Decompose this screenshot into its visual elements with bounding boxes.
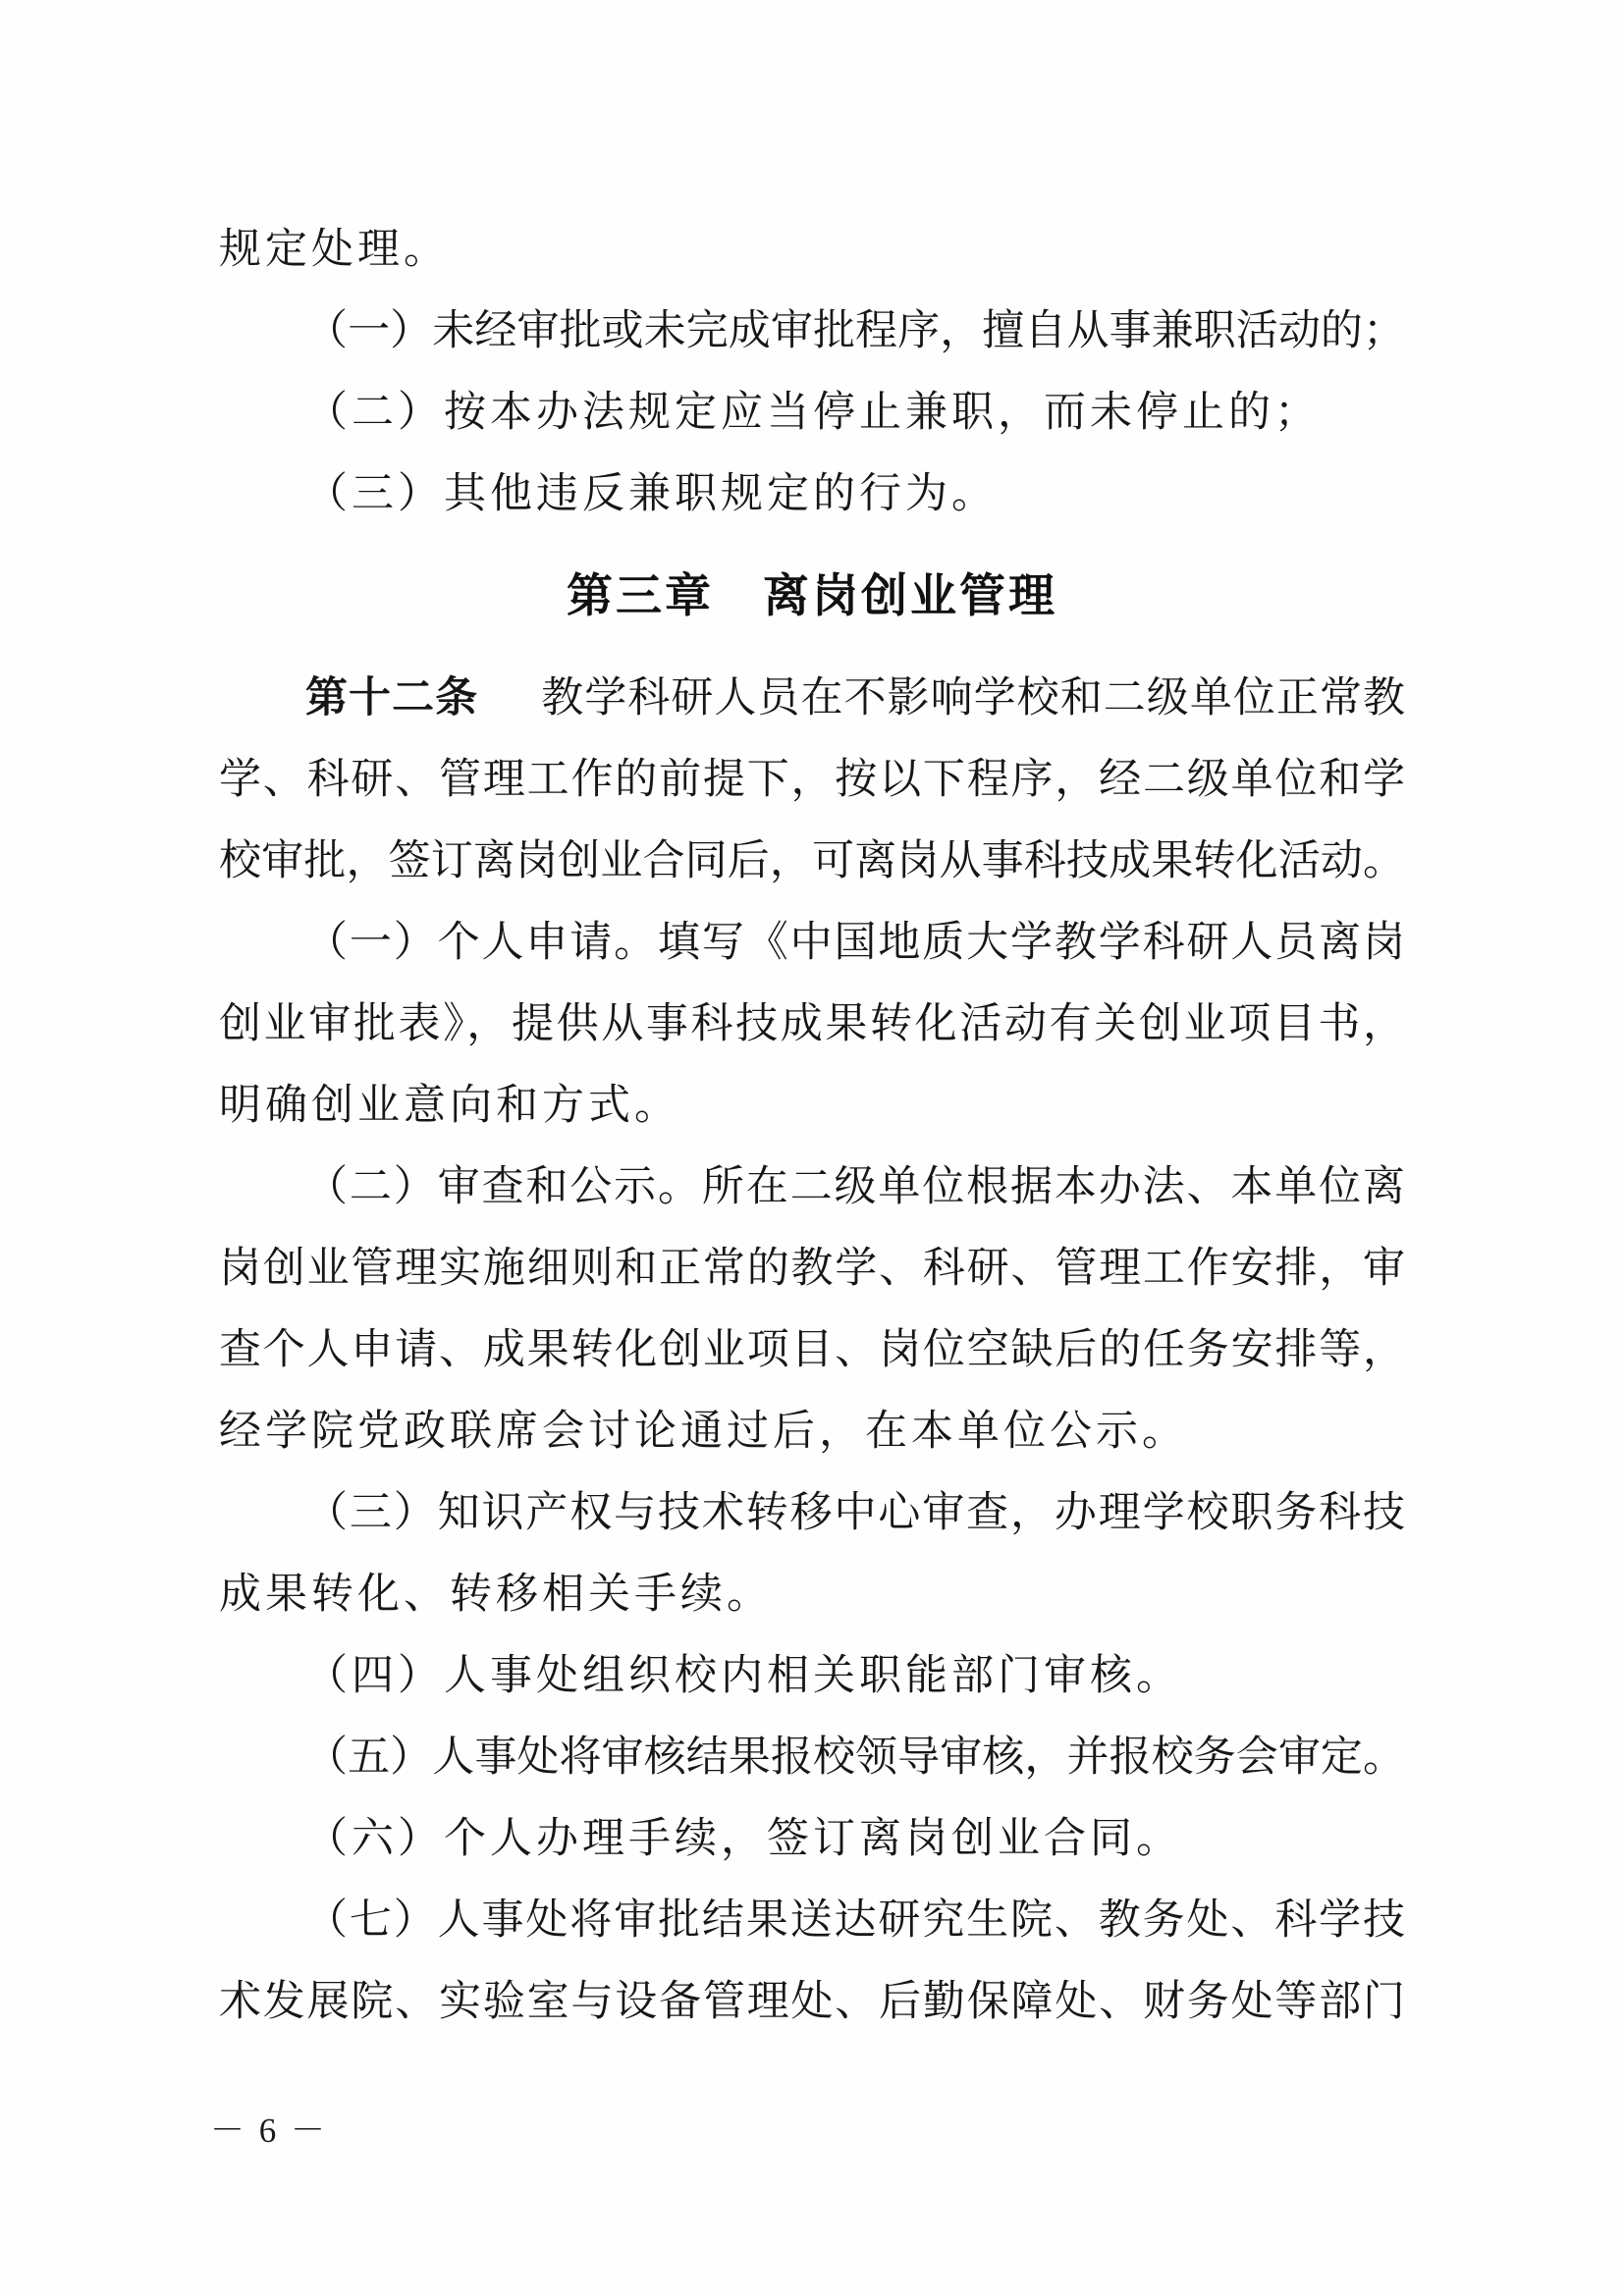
text-line: 查个人申请、成果转化创业项目、岗位空缺后的任务安排等， — [219, 1327, 1405, 1373]
text-line: （一）个人申请。填写《中国地质大学教学科研人员离岗 — [305, 920, 1405, 966]
text-line: 明确创业意向和方式。 — [219, 1083, 680, 1129]
text-line: （三）知识产权与技术转移中心审查，办理学校职务科技 — [305, 1490, 1405, 1536]
text-line: （五）人事处将审核结果报校领导审核，并报校务会审定。 — [305, 1735, 1405, 1781]
text-line: 第十二条 教学科研人员在不影响学校和二级单位正常教 — [305, 674, 1405, 721]
text-line: 成果转化、转移相关手续。 — [219, 1572, 773, 1618]
text-line: （四）人事处组织校内相关职能部门审核。 — [305, 1653, 1182, 1699]
text-line: 创业审批表》，提供从事科技成果转化活动有关创业项目书， — [219, 1001, 1405, 1047]
document-body — [219, 209, 1405, 2043]
text-line: （七）人事处将审批结果送达研究生院、教务处、科学技 — [305, 1897, 1405, 1944]
text-line: 校审批，签订离岗创业合同后，可离岗从事科技成果转化活动。 — [219, 838, 1405, 884]
text-line: 经学院党政联席会讨论通过后，在本单位公示。 — [219, 1409, 1188, 1455]
text-line: （二）审查和公示。所在二级单位根据本办法、本单位离 — [305, 1164, 1405, 1210]
text-line: 规定处理。 — [219, 227, 450, 273]
text-line: （二）按本办法规定应当停止兼职，而未停止的； — [305, 390, 1321, 436]
article-number: 第十二条 — [305, 674, 479, 721]
text-line: （三）其他违反兼职规定的行为。 — [305, 471, 998, 517]
text-line: （六）个人办理手续，签订离岗创业合同。 — [305, 1816, 1182, 1862]
chapter-heading: 第三章 离岗创业管理 — [567, 569, 1057, 621]
text-line: 岗创业管理实施细则和正常的教学、科研、管理工作安排，审 — [219, 1246, 1405, 1292]
page-number: － 6 － — [210, 2111, 329, 2150]
text-line: 术发展院、实验室与设备管理处、后勤保障处、财务处等部门 — [219, 1979, 1405, 2025]
text-line: （一）未经审批或未完成审批程序，擅自从事兼职活动的； — [305, 308, 1405, 354]
text-line: 学、科研、管理工作的前提下，按以下程序，经二级单位和学 — [219, 757, 1405, 803]
